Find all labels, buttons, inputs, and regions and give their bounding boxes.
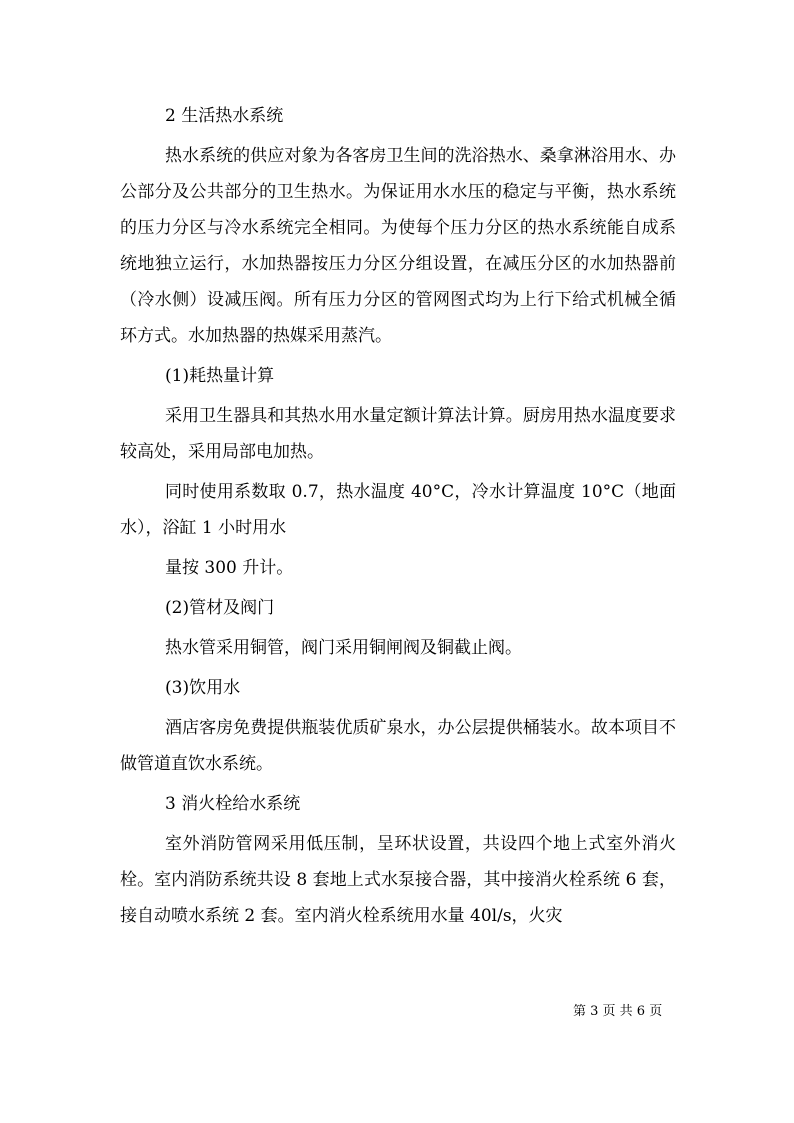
paragraph-heat-calc-volume: 量按 300 升计。 bbox=[165, 558, 294, 578]
section-heading-drinking-water: (3)饮用水 bbox=[165, 678, 241, 698]
paragraph-pipes: 热水管采用铜管，阀门采用铜闸阀及铜截止阀。 bbox=[165, 638, 522, 658]
paragraph-hot-water-intro: 热水系统的供应对象为各客房卫生间的洗浴热水、桑拿淋浴用水、办公部分及公共部分的卫生热水。为保证用水水压的稳定与平衡，热水系统的压力分区与冷水系统完全相同。为使每个压力分区的热水系统能自成系统地独立运行，水加热器按压力分区分组设置，在减压分区的水加热器前（冷水侧）设减压阀。所有压力分区的管网图式均为上行下给式机械全循环方式。水加热器的热媒采用蒸汽。 bbox=[120, 146, 676, 346]
paragraph-heat-calc-params: 同时使用系数取 0.7，热水温度 40°C，冷水计算温度 10°C（地面水），浴缸 1 小时用水 bbox=[120, 482, 676, 538]
page-number-footer: 第 3 页 共 6 页 bbox=[573, 1004, 663, 1019]
paragraph-hydrant: 室外消防管网采用低压制，呈环状设置，共设四个地上式室外消火栓。室内消防系统共设 8 套地上式水泵接合器，其中接消火栓系统 6 套，接自动喷水系统 2 套。室内消火栓系统用水量 40l/s，火灾 bbox=[120, 834, 676, 926]
paragraph-drinking-water: 酒店客房免费提供瓶装优质矿泉水，办公层提供桶装水。故本项目不做管道直饮水系统。 bbox=[120, 718, 676, 774]
paragraph-heat-calc-method: 采用卫生器具和其热水用水量定额计算法计算。厨房用热水温度要求较高处，采用局部电加热。 bbox=[120, 406, 676, 462]
section-heading-hot-water: 2 生活热水系统 bbox=[165, 106, 284, 126]
section-heading-hydrant: 3 消火栓给水系统 bbox=[165, 794, 301, 814]
section-heading-pipes: (2)管材及阀门 bbox=[165, 598, 275, 618]
document-body bbox=[120, 98, 676, 934]
section-heading-heat-calc: (1)耗热量计算 bbox=[165, 366, 275, 386]
